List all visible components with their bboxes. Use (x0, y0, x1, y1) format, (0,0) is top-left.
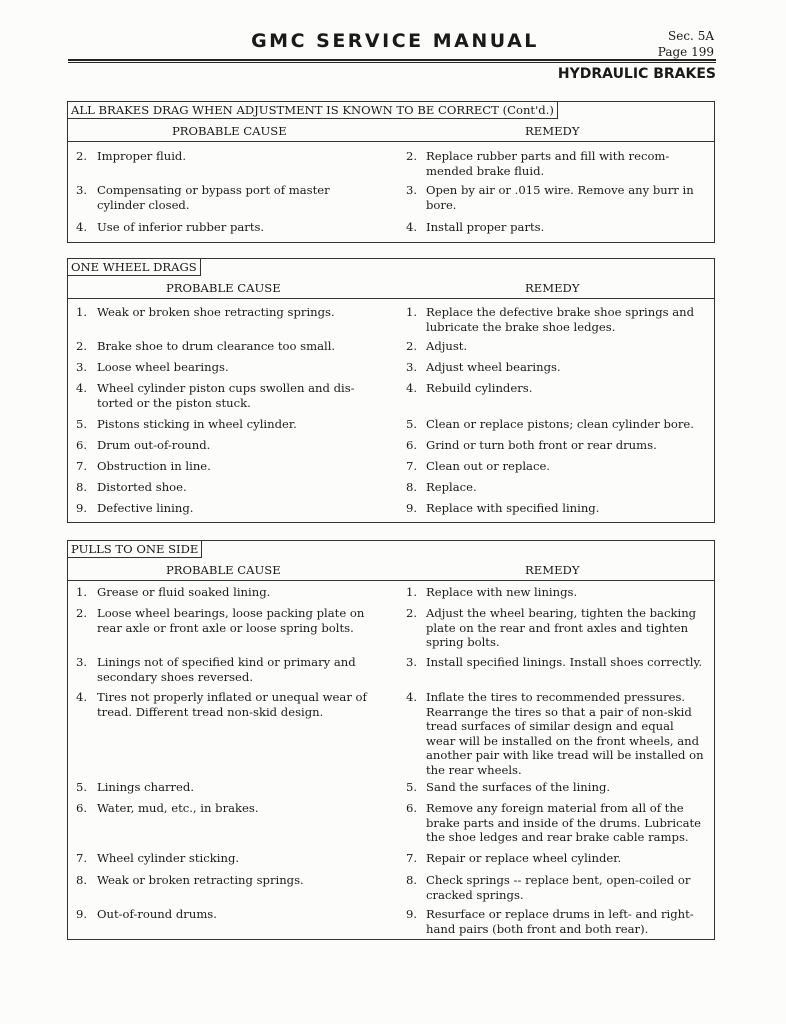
cause-number: 2. (76, 149, 88, 163)
remedy (406, 149, 706, 178)
manual-title: GMC SERVICE MANUAL (251, 30, 539, 52)
remedy-number: 9. (406, 907, 418, 921)
probable-cause (76, 339, 376, 354)
cause-text: Compensating or bypass port of master cylinder closed. (97, 183, 330, 212)
remedy (406, 183, 706, 212)
remedy-number: 4. (406, 381, 418, 395)
probable-cause (76, 655, 376, 684)
remedy (406, 438, 706, 453)
table-row (68, 417, 714, 438)
remedy-number: 1. (406, 585, 418, 599)
remedy-text: Install specified linings. Install shoes correctly. (426, 655, 703, 669)
cause-text: Wheel cylinder sticking. (97, 851, 240, 865)
cause-text: Weak or broken retracting springs. (97, 873, 304, 887)
table-row (68, 801, 714, 851)
table-row (68, 780, 714, 801)
cause-number: 1. (76, 585, 88, 599)
cause-text: Obstruction in line. (97, 459, 211, 473)
probable-cause (76, 606, 376, 635)
remedy-number: 4. (406, 220, 418, 234)
table-row (68, 585, 714, 606)
table-title: ALL BRAKES DRAG WHEN ADJUSTMENT IS KNOWN TO BE CORRECT (Cont'd.) (68, 102, 558, 119)
remedy-text: Repair or replace wheel cylinder. (426, 851, 622, 865)
table-row (68, 655, 714, 690)
probable-cause (76, 780, 376, 795)
remedy-text: Sand the surfaces of the lining. (426, 780, 611, 794)
remedy-number: 8. (406, 873, 418, 887)
remedy (406, 585, 706, 600)
cause-number: 4. (76, 381, 88, 395)
probable-cause (76, 183, 376, 212)
remedy (406, 655, 706, 670)
remedy (406, 480, 706, 495)
table-row (68, 690, 714, 780)
section-title: HYDRAULIC BRAKES (557, 66, 716, 82)
probable-cause (76, 585, 376, 600)
remedy-text: Adjust wheel bearings. (426, 360, 561, 374)
cause-number: 7. (76, 851, 88, 865)
remedy-number: 5. (406, 780, 418, 794)
cause-header: PROBABLE CAUSE (166, 281, 281, 295)
table-row (68, 149, 714, 183)
cause-text: Distorted shoe. (97, 480, 187, 494)
remedy-text: Clean or replace pistons; clean cylinder bore. (426, 417, 694, 431)
cause-number: 5. (76, 780, 88, 794)
remedy-text: Replace with new linings. (426, 585, 578, 599)
cause-text: Weak or broken shoe retracting springs. (97, 305, 335, 319)
probable-cause (76, 690, 376, 719)
remedy-header: REMEDY (525, 563, 580, 577)
cause-text: Out-of-round drums. (97, 907, 217, 921)
remedy-text: Remove any foreign material from all of the brake parts and inside of the drums. Lubricate the shoe ledges and rear brake cable ramps. (426, 801, 702, 844)
table-row (68, 606, 714, 655)
table-title: PULLS TO ONE SIDE (68, 541, 202, 558)
table-row (68, 480, 714, 501)
remedy (406, 501, 706, 516)
remedy-text: Install proper parts. (426, 220, 545, 234)
cause-text: Grease or fluid soaked lining. (97, 585, 271, 599)
remedy (406, 606, 706, 650)
remedy-number: 6. (406, 438, 418, 452)
probable-cause (76, 360, 376, 375)
remedy-number: 6. (406, 801, 418, 815)
remedy (406, 220, 706, 235)
remedy-number: 5. (406, 417, 418, 431)
remedy (406, 417, 706, 432)
probable-cause (76, 873, 376, 888)
table-title: ONE WHEEL DRAGS (68, 259, 201, 276)
remedy-number: 8. (406, 480, 418, 494)
remedy (406, 907, 706, 936)
section-number: Sec. 5A (668, 29, 714, 43)
remedy-header: REMEDY (525, 281, 580, 295)
remedy-text: Replace the defective brake shoe springs and lubricate the brake shoe ledges. (426, 305, 695, 334)
table-row (68, 183, 714, 220)
remedy (406, 873, 706, 902)
remedy (406, 381, 706, 396)
remedy-text: Adjust. (426, 339, 468, 353)
probable-cause (76, 459, 376, 474)
header-rule-thin (68, 62, 716, 63)
remedy-text: Grind or turn both front or rear drums. (426, 438, 657, 452)
page-reference (658, 28, 714, 60)
remedy-header: REMEDY (525, 124, 580, 138)
probable-cause (76, 501, 376, 516)
remedy (406, 360, 706, 375)
cause-number: 2. (76, 606, 88, 620)
table-row (68, 873, 714, 907)
probable-cause (76, 417, 376, 432)
cause-text: Use of inferior rubber parts. (97, 220, 265, 234)
remedy-text: Adjust the wheel bearing, tighten the backing plate on the rear and front axles and tighten spring bolts. (426, 606, 697, 649)
remedy (406, 339, 706, 354)
probable-cause (76, 801, 376, 816)
cause-number: 4. (76, 690, 88, 704)
remedy (406, 690, 706, 777)
cause-number: 3. (76, 360, 88, 374)
table-row (68, 220, 714, 242)
cause-text: Water, mud, etc., in brakes. (97, 801, 259, 815)
cause-number: 9. (76, 907, 88, 921)
table-row (68, 851, 714, 873)
remedy (406, 305, 706, 334)
remedy-text: Inflate the tires to recommended pressures. Rearrange the tires so that a pair of non-skid tread surfaces of similar design and equal wear will be installed on the front wheels, and another pair with like tread will be installed on the rear wheels. (426, 690, 704, 777)
remedy-number: 7. (406, 851, 418, 865)
probable-cause (76, 305, 376, 320)
header-rule (68, 59, 716, 61)
cause-number: 2. (76, 339, 88, 353)
remedy (406, 459, 706, 474)
cause-header: PROBABLE CAUSE (172, 124, 287, 138)
column-headers (68, 119, 714, 142)
cause-text: Defective lining. (97, 501, 194, 515)
remedy-text: Replace with specified lining. (426, 501, 600, 515)
remedy-number: 3. (406, 655, 418, 669)
table-row (68, 305, 714, 339)
cause-text: Improper fluid. (97, 149, 187, 163)
table-row (68, 459, 714, 480)
page-number: Page 199 (657, 45, 714, 59)
cause-number: 8. (76, 480, 88, 494)
remedy-number: 3. (406, 360, 418, 374)
cause-text: Brake shoe to drum clearance too small. (97, 339, 336, 353)
remedy-number: 2. (406, 339, 418, 353)
table-row (68, 381, 714, 417)
cause-number: 1. (76, 305, 88, 319)
cause-text: Linings not of specified kind or primary and secondary shoes reversed. (97, 655, 356, 684)
cause-text: Tires not properly inflated or unequal wear of tread. Different tread non-skid design. (97, 690, 367, 719)
remedy-text: Clean out or replace. (426, 459, 550, 473)
probable-cause (76, 851, 376, 866)
probable-cause (76, 438, 376, 453)
probable-cause (76, 907, 376, 922)
remedy (406, 801, 706, 845)
cause-header: PROBABLE CAUSE (166, 563, 281, 577)
cause-number: 5. (76, 417, 88, 431)
remedy-text: Check springs -- replace bent, open-coiled or cracked springs. (426, 873, 691, 902)
cause-text: Linings charred. (97, 780, 195, 794)
cause-number: 6. (76, 801, 88, 815)
probable-cause (76, 220, 376, 235)
cause-number: 9. (76, 501, 88, 515)
table-row (68, 360, 714, 381)
cause-text: Drum out-of-round. (97, 438, 211, 452)
probable-cause (76, 149, 376, 164)
probable-cause (76, 381, 376, 410)
table-one-wheel-drags (67, 258, 715, 523)
remedy-text: Replace. (426, 480, 477, 494)
cause-text: Wheel cylinder piston cups swollen and dis- torted or the piston stuck. (97, 381, 355, 410)
remedy-text: Resurface or replace drums in left- and right- hand pairs (both front and both rear). (426, 907, 694, 936)
table-pulls-to-one-side (67, 540, 715, 940)
cause-number: 3. (76, 655, 88, 669)
remedy (406, 851, 706, 866)
remedy-text: Rebuild cylinders. (426, 381, 533, 395)
column-headers (68, 276, 714, 299)
cause-number: 8. (76, 873, 88, 887)
remedy-number: 9. (406, 501, 418, 515)
remedy-text: Open by air or .015 wire. Remove any burr in bore. (426, 183, 694, 212)
cause-number: 3. (76, 183, 88, 197)
cause-number: 6. (76, 438, 88, 452)
cause-number: 7. (76, 459, 88, 473)
remedy-number: 1. (406, 305, 418, 319)
cause-text: Loose wheel bearings, loose packing plate on rear axle or front axle or loose spring bolts. (97, 606, 365, 635)
column-headers (68, 558, 714, 581)
remedy (406, 780, 706, 795)
remedy-number: 2. (406, 606, 418, 620)
probable-cause (76, 480, 376, 495)
table-row (68, 907, 714, 936)
remedy-number: 7. (406, 459, 418, 473)
cause-text: Pistons sticking in wheel cylinder. (97, 417, 297, 431)
remedy-number: 3. (406, 183, 418, 197)
table-row (68, 339, 714, 360)
table-all-brakes-drag (67, 101, 715, 243)
remedy-text: Replace rubber parts and fill with recom- mended brake fluid. (426, 149, 670, 178)
table-row (68, 438, 714, 459)
remedy-number: 2. (406, 149, 418, 163)
cause-number: 4. (76, 220, 88, 234)
table-row (68, 501, 714, 522)
cause-text: Loose wheel bearings. (97, 360, 229, 374)
remedy-number: 4. (406, 690, 418, 704)
